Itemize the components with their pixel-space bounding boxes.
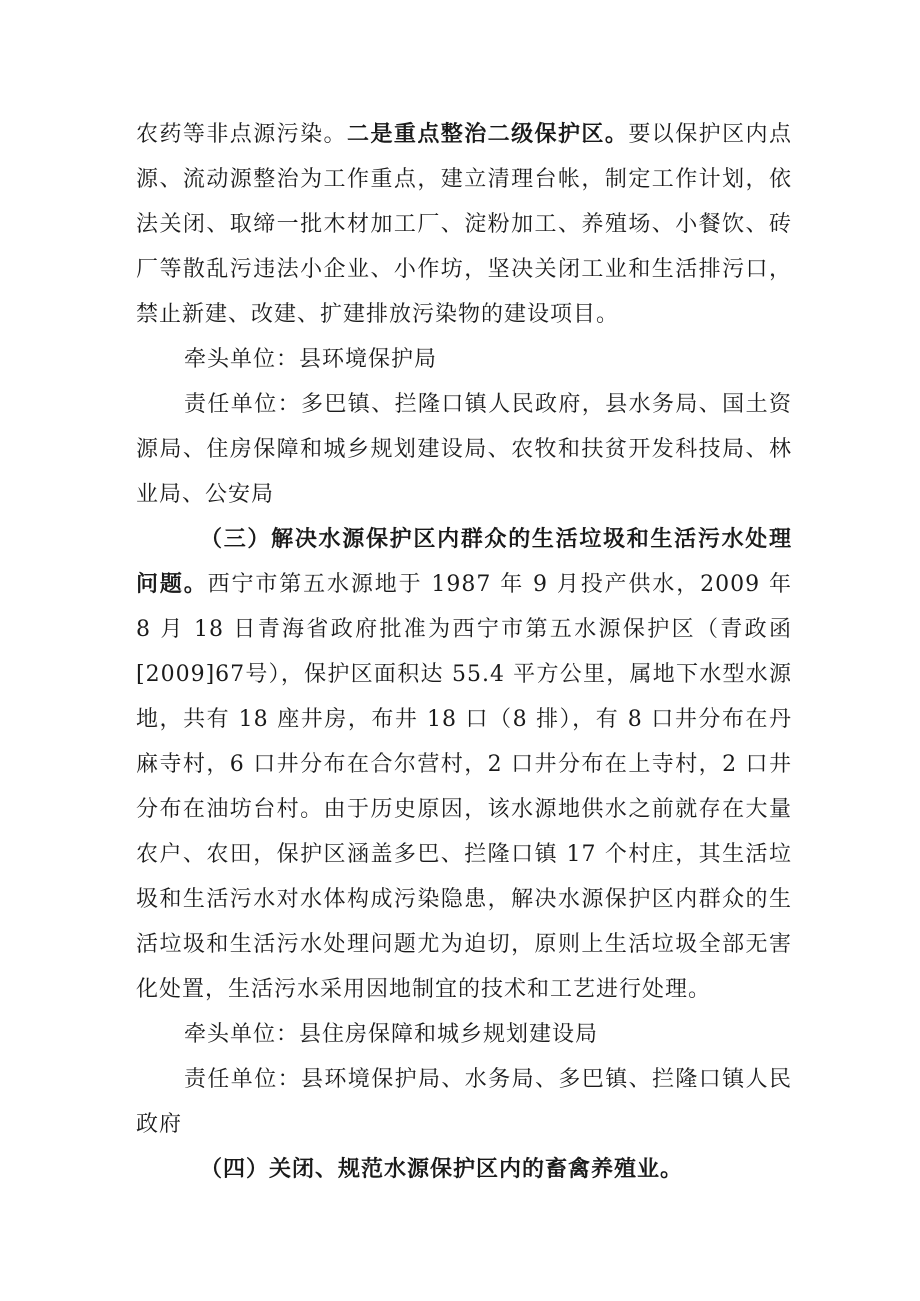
lead-unit-line: 牵头单位：县环境保护局: [184, 347, 438, 372]
section-three-body: 西宁市第五水源地于 1987 年 9 月投产供水，2009 年 8 月 18 日青海省政府批准为西宁市第五水源保护区（青政函[2009]67号），保护区面积达 55.4 平方公里，属地下水型水源地，共有 18 座井房，布井 18 口（8 排），有 8 口井分布在丹麻寺村，6 口井分布在合尔营村，2 口井分布在上寺村，2 口井分布在油坊台村。由于历史原因，该水源地供水之前就存在大量农户、农田，保护区涵盖多巴、拦隆口镇 17 个村庄，其生活垃圾和生活污水对水体构成污染隐患，解决水源保护区内群众的生活垃圾和生活污水处理问题尤为迫切，原则上生活垃圾全部无害化处置，生活污水采用因地制宜的技术和工艺进行处理。: [136, 572, 792, 1002]
section-three-heading: （三）解决水源保护区内群众的生活垃圾和生活污水处理问题。: [136, 526, 792, 597]
paragraph-lead-text: 农药等非点源污染。: [136, 122, 347, 147]
paragraph-body-text: 要以保护区内点源、流动源整治为工作重点，建立清理台帐，制定工作计划，依法关闭、取缔一批木材加工厂、淀粉加工、养殖场、小餐饮、砖厂等散乱污违法小企业、小作坊，坚决关闭工业和生活排污口，禁止新建、改建、扩建排放污染物的建设项目。: [136, 122, 792, 327]
section-three-paragraph: [136, 517, 792, 1012]
paragraph-second-protection-zone: [136, 112, 792, 337]
responsible-unit-line-2: 责任单位：县环境保护局、水务局、多巴镇、拦隆口镇人民政府: [136, 1067, 792, 1137]
responsible-unit-line: 责任单位：多巴镇、拦隆口镇人民政府，县水务局、国土资源局、住房保障和城乡规划建设局、农牧和扶贫开发科技局、林业局、公安局: [136, 392, 792, 507]
bold-point-heading: 二是重点整治二级保护区。: [347, 121, 629, 147]
document-body: [136, 112, 792, 1192]
section-four-heading: （四）关闭、规范水源保护区内的畜禽养殖业。: [200, 1156, 684, 1182]
lead-unit-line-2: 牵头单位：县住房保障和城乡规划建设局: [184, 1022, 599, 1047]
